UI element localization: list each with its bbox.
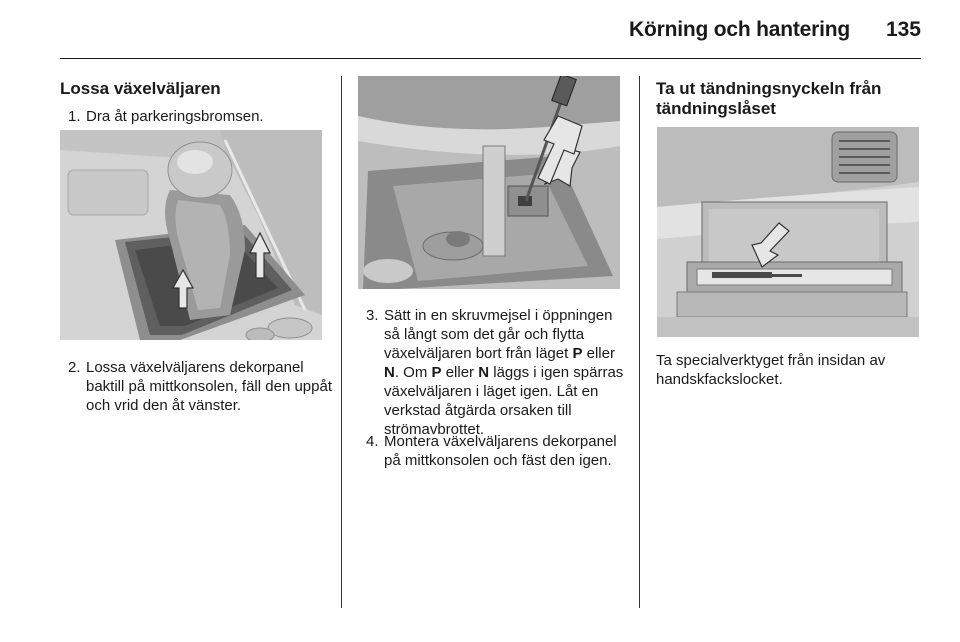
step-number: 1. (68, 108, 81, 125)
section-heading-remove-ignition-key: Ta ut tändningsnyckeln från tändningslåset (656, 79, 882, 118)
instruction-text: Ta specialverktyget från insidan av handskfackslocket. (656, 352, 886, 388)
step-number: 4. (366, 433, 379, 450)
gear-key-n: N (478, 364, 490, 381)
figure-gear-selector-console (60, 130, 322, 340)
section-heading-release-selector: Lossa växelväljaren (60, 79, 221, 98)
step-3 (366, 306, 628, 439)
step-text: Lossa växelväljarens dekorpanel baktill på mittkonsolen, fäll den uppåt och vrid den åt vänster. (86, 359, 332, 414)
step-2 (68, 358, 333, 415)
step-text-part: eller (441, 364, 479, 381)
gear-key-p: P (431, 364, 442, 381)
step-text-part: läggs i igen spärras växelväljaren i läget igen. Låt en verkstad åtgärda orsaken till strömavbrottet. (384, 364, 624, 438)
step-text (384, 306, 628, 439)
step-number: 2. (68, 359, 81, 376)
step-1 (68, 107, 333, 126)
gear-key-n: N (384, 364, 395, 381)
step-text-part: eller (582, 345, 615, 362)
column-divider-right (639, 76, 640, 608)
page-number: 135 (885, 18, 921, 41)
step-text-part: . Om (394, 364, 432, 381)
step-text: Dra åt parkeringsbromsen. (86, 108, 264, 125)
step-number: 3. (366, 307, 379, 324)
page-header-title: Körning och hantering (629, 18, 850, 41)
figure-screwdriver-release (358, 76, 620, 289)
header-rule (60, 58, 921, 59)
figure-glovebox-tool (657, 127, 919, 337)
step-text-part: Sätt in en skruvmejsel i öppningen så långt som det går och flytta växelväljaren bort från läget (384, 307, 613, 362)
step-4 (366, 432, 628, 470)
column-divider-left (341, 76, 342, 608)
gear-key-p: P (572, 345, 583, 362)
step-text: Montera växelväljarens dekorpanel på mittkonsolen och fäst den igen. (384, 433, 617, 469)
